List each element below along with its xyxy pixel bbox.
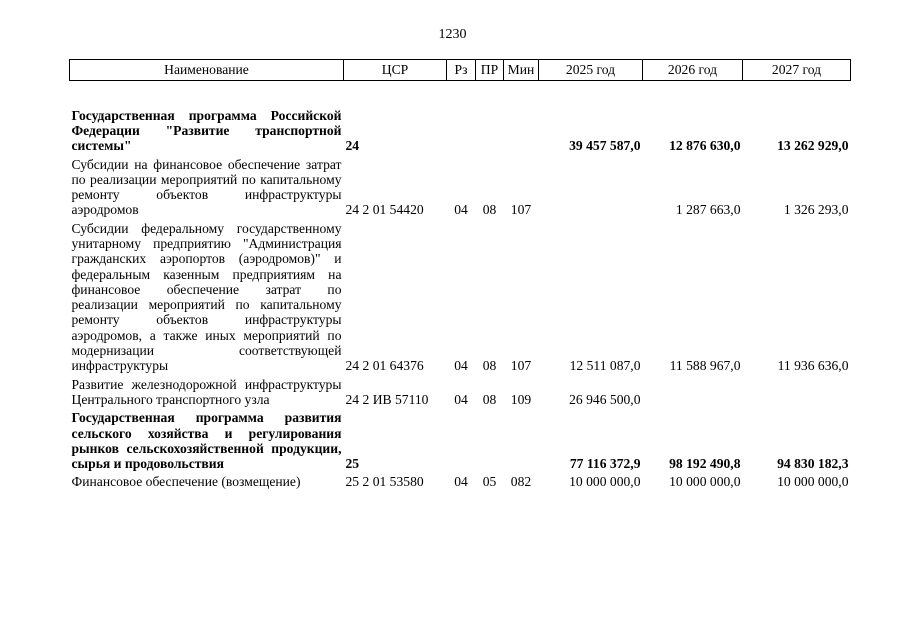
row-2027 <box>743 374 851 408</box>
row-2027: 94 830 182,3 <box>777 456 849 472</box>
row-name: Субсидии на финансовое обеспечение затрат по реализации мероприятий по капитальному ремонту объектов инфраструктуры аэродромов <box>71 156 342 218</box>
row-2025: 12 511 087,0 <box>569 358 641 374</box>
row-rz: 04 <box>454 391 468 407</box>
header-2025: 2025 год <box>539 60 643 81</box>
row-pr: 08 <box>482 202 497 218</box>
row-rz: 04 <box>454 358 468 374</box>
row-2027: 10 000 000,0 <box>777 474 849 490</box>
row-2025 <box>539 154 643 218</box>
row-2026 <box>643 374 743 408</box>
row-csr: 24 <box>345 138 360 154</box>
row-2026: 12 876 630,0 <box>669 138 741 154</box>
row-rz: 04 <box>454 202 468 218</box>
page-number: 1230 <box>438 27 467 42</box>
row-name: Государственная программа Российской Федерации "Развитие транспортной системы" <box>71 107 342 154</box>
row-name: Государственная программа развития сельского хозяйства и регулирования рынков сельскохозяйственной продукции, сырья и продовольствия <box>71 410 342 472</box>
row-pr: 08 <box>482 391 497 407</box>
row-2025: 26 946 500,0 <box>569 391 641 407</box>
row-rz <box>447 407 476 471</box>
row-rz: 04 <box>454 474 468 490</box>
row-pr: 05 <box>482 474 497 490</box>
header-row <box>70 60 851 81</box>
header-rz: Рз <box>447 60 476 81</box>
table-row <box>70 154 851 218</box>
row-min <box>504 81 539 154</box>
header-pr: ПР <box>476 60 504 81</box>
header-min: Мин <box>504 60 539 81</box>
row-2026: 98 192 490,8 <box>669 456 741 472</box>
row-min: 107 <box>510 358 532 374</box>
row-min <box>504 407 539 471</box>
row-pr <box>476 81 504 154</box>
row-name: Финансовое обеспечение (возмещение) <box>71 474 301 490</box>
row-csr: 24 2 ИВ 57110 <box>345 391 429 407</box>
row-rz <box>447 81 476 154</box>
row-2026: 1 287 663,0 <box>675 202 741 218</box>
row-min: 109 <box>510 391 532 407</box>
row-2025: 77 116 372,9 <box>569 456 641 472</box>
row-pr <box>476 407 504 471</box>
table-row <box>70 471 851 489</box>
header-2027: 2027 год <box>743 60 851 81</box>
row-2025: 39 457 587,0 <box>569 138 641 154</box>
row-csr: 25 <box>345 456 360 472</box>
budget-table <box>69 59 851 490</box>
row-2027: 1 326 293,0 <box>783 202 849 218</box>
row-name: Субсидии федеральному государственному унитарному предприятию "Администрация гражданских аэропортов (аэродромов)" и федеральным казенным предприятиям на финансовое обеспечение затрат по реализации мероприятий по капитальному ремонту объектов инфраструктуры аэродромов, а также иных мероприятий по модернизации соответствующей инфраструктуры <box>71 220 342 374</box>
row-2025: 10 000 000,0 <box>569 474 641 490</box>
row-name: Развитие железнодорожной инфраструктуры Центрального транспортного узла <box>71 376 342 407</box>
row-2026: 11 588 967,0 <box>669 358 741 374</box>
row-csr: 25 2 01 53580 <box>345 474 424 490</box>
table-row <box>70 407 851 471</box>
row-min: 082 <box>510 474 532 490</box>
header-name: Наименование <box>70 60 344 81</box>
row-2027: 11 936 636,0 <box>777 358 849 374</box>
table-row <box>70 374 851 408</box>
table-row <box>70 218 851 374</box>
header-2026: 2026 год <box>643 60 743 81</box>
row-min: 107 <box>510 202 532 218</box>
row-csr: 24 2 01 54420 <box>345 202 424 218</box>
header-csr: ЦСР <box>344 60 447 81</box>
row-2027: 13 262 929,0 <box>777 138 849 154</box>
row-csr: 24 2 01 64376 <box>345 358 424 374</box>
table-row <box>70 81 851 154</box>
row-pr: 08 <box>482 358 497 374</box>
row-2026: 10 000 000,0 <box>669 474 741 490</box>
